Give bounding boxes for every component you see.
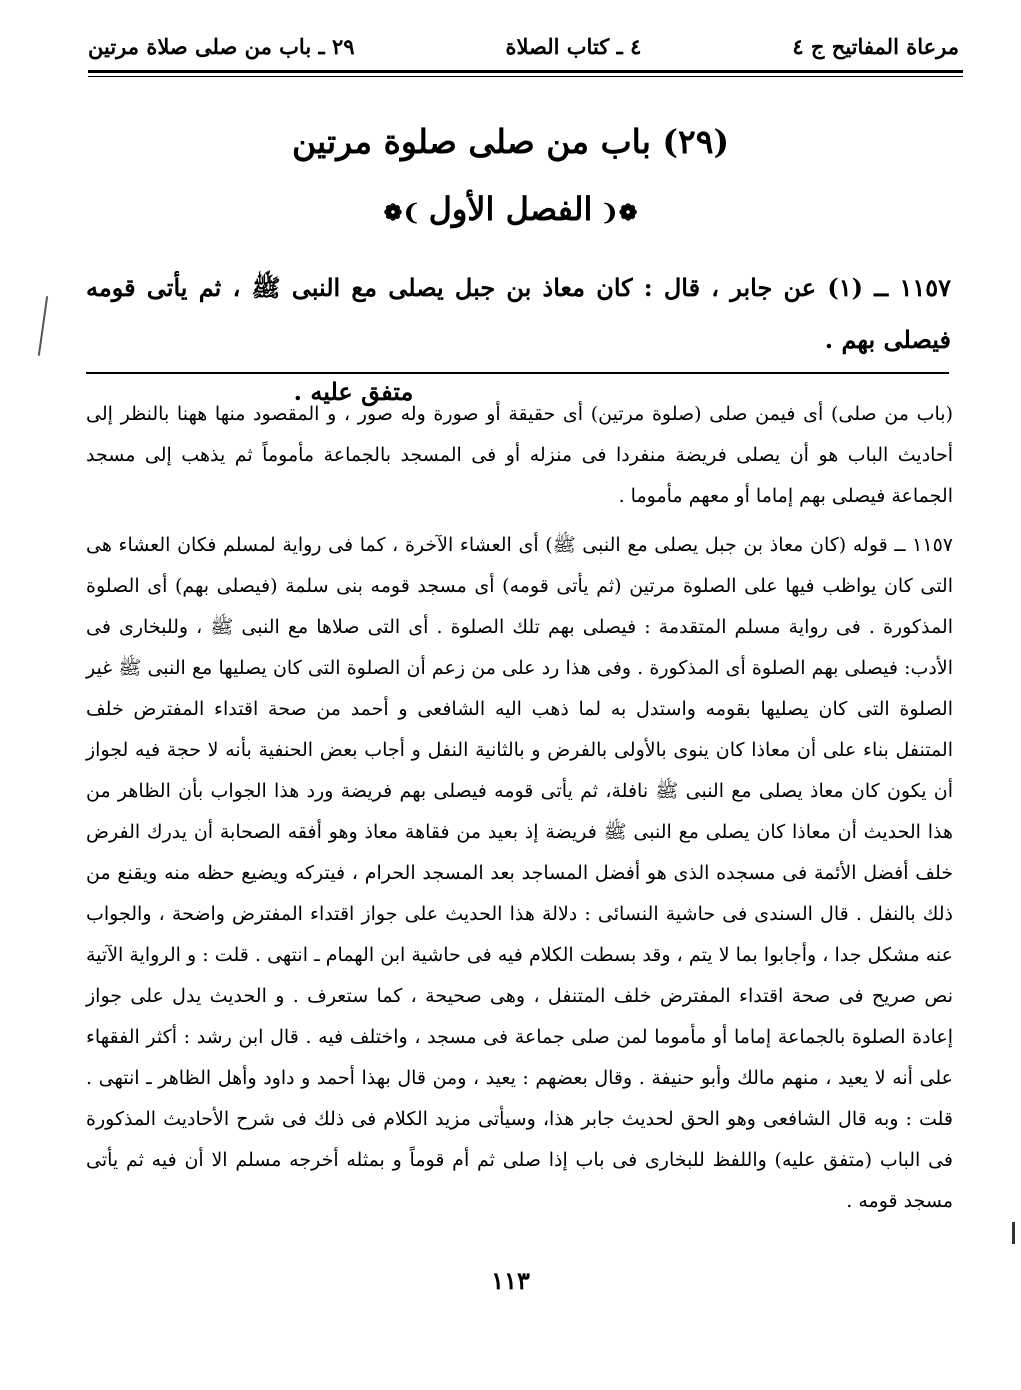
commentary bbox=[86, 394, 953, 1230]
margin-pencil-mark bbox=[38, 296, 49, 356]
header-rule-thin bbox=[88, 76, 963, 77]
running-head-chapter: ٤ ـ كتاب الصلاة bbox=[505, 33, 642, 59]
header-rule bbox=[88, 70, 963, 73]
chapter-title: (٢٩) باب من صلى صلوة مرتين bbox=[291, 122, 730, 161]
running-head bbox=[88, 26, 959, 66]
running-head-section: ٢٩ ـ باب من صلى صلاة مرتين bbox=[88, 33, 355, 59]
running-head-book-title: مرعاة المفاتيح ج ٤ bbox=[792, 33, 959, 59]
commentary-paragraph-1: (باب من صلى) أى فيمن صلى (صلوة مرتين) أى حقيقة أو صورة وله صور ، و المقصود منها ههنا بالنظر إلى أحاديث الباب هو أن يصلى فريضة منفردا فى منزله أو فى المسجد بالجماعة مأموماً ثم يذهب إلى مسجد الجماعة فيصلى بهم إماما أو معهم مأموما . bbox=[86, 403, 953, 507]
section-title-wrap bbox=[0, 190, 1021, 228]
commentary-paragraph-2: ١١٥٧ ــ قوله (كان معاذ بن جبل يصلى مع النبى ﷺ) أى العشاء الآخرة ، كما فى رواية لمسلم فكان العشاء هى التى كان يواظب فيها على الصلوة مرتين (ثم يأتى قومه) أى مسجد قومه بنى سلمة (فيصلى بهم) أى الصلوة المذكورة . فى رواية مسلم المتقدمة : فيصلى بهم تلك الصلوة . أى التى صلاها مع النبى ﷺ ، وللبخارى فى الأدب: فيصلى بهم الصلوة أى المذكورة . وفى هذا رد على من زعم أن الصلوة التى كان يصليها مع النبى ﷺ غير الصلوة التى كان يصليها بقومه واستدل به لما ذهب اليه الشافعى و أحمد من صحة اقتداء المفترض خلف المتنفل بناء على أن معاذا كان ينوى بالأولى بالفرض و بالثانية النفل و أجاب بعض الحنفية بأنه لا حجة فيه لجواز أن يكون كان معاذ يصلى مع النبى ﷺ نافلة، ثم يأتى قومه فيصلى بهم فريضة ورد هذا الجواب بأن الظاهر من هذا الحديث أن معاذا كان يصلى مع النبى ﷺ فريضة إذ بعيد من فقاهة معاذ وهو أفقه الصحابة أن يدرك الفرض خلف أفضل الأئمة فى مسجده الذى هو أفضل المساجد بعد المسجد الحرام ، فيتركه ويضيع حظه منه ويقنع من ذلك بالنفل . قال السندى فى حاشية النسائى : دلالة هذا الحديث على جواز اقتداء المفترض واضحة ، والجواب عنه مشكل جدا ، وأجابوا بما لا يتم ، وقد بسطت الكلام فيه فى حاشية ابن الهمام ـ انتهى . قلت : و الرواية الآتية نص صريح فى صحة اقتداء المفترض خلف المتنفل ، وهى صحيحة ، كما ستعرف . و الحديث يدل على جواز إعادة الصلوة بالجماعة إماما أو مأموما لمن صلى جماعة فى مسجد ، واختلف فيه . قال ابن رشد : أكثر الفقهاء على أنه لا يعيد ، منهم مالك وأبو حنيفة . وقال بعضهم : يعيد ، ومن قال بهذا أحمد و داود وأهل الظاهر ـ انتهى . قلت : وبه قال الشافعى وهو الحق لحديث جابر هذا، وسيأتى مزيد الكلام فى ذلك فى شرح الأحاديث المذكورة فى الباب (متفق عليه) واللفظ للبخارى فى باب إذا صلى ثم أم قوماً و بمثله أخرجه مسلم الا أن فيه ثم يأتى مسجد قومه . bbox=[86, 534, 953, 1212]
ornament-right-icon: ❁❨ bbox=[600, 200, 638, 226]
hadith-line-1: ١١٥٧ ــ (١) عن جابر ، قال : كان معاذ بن جبل يصلى مع النبى ﷺ ، ثم يأتى قومه فيصلى بهم . bbox=[86, 273, 951, 354]
ornament-left-icon: ❩❁ bbox=[383, 200, 421, 226]
section-title: الفصل الأول bbox=[428, 190, 593, 228]
margin-scan-mark bbox=[1012, 1222, 1015, 1244]
hadith-line-2: متفق عليه . bbox=[293, 377, 414, 406]
text-divider bbox=[86, 372, 949, 374]
page-number: ١١٣ bbox=[491, 1266, 530, 1295]
